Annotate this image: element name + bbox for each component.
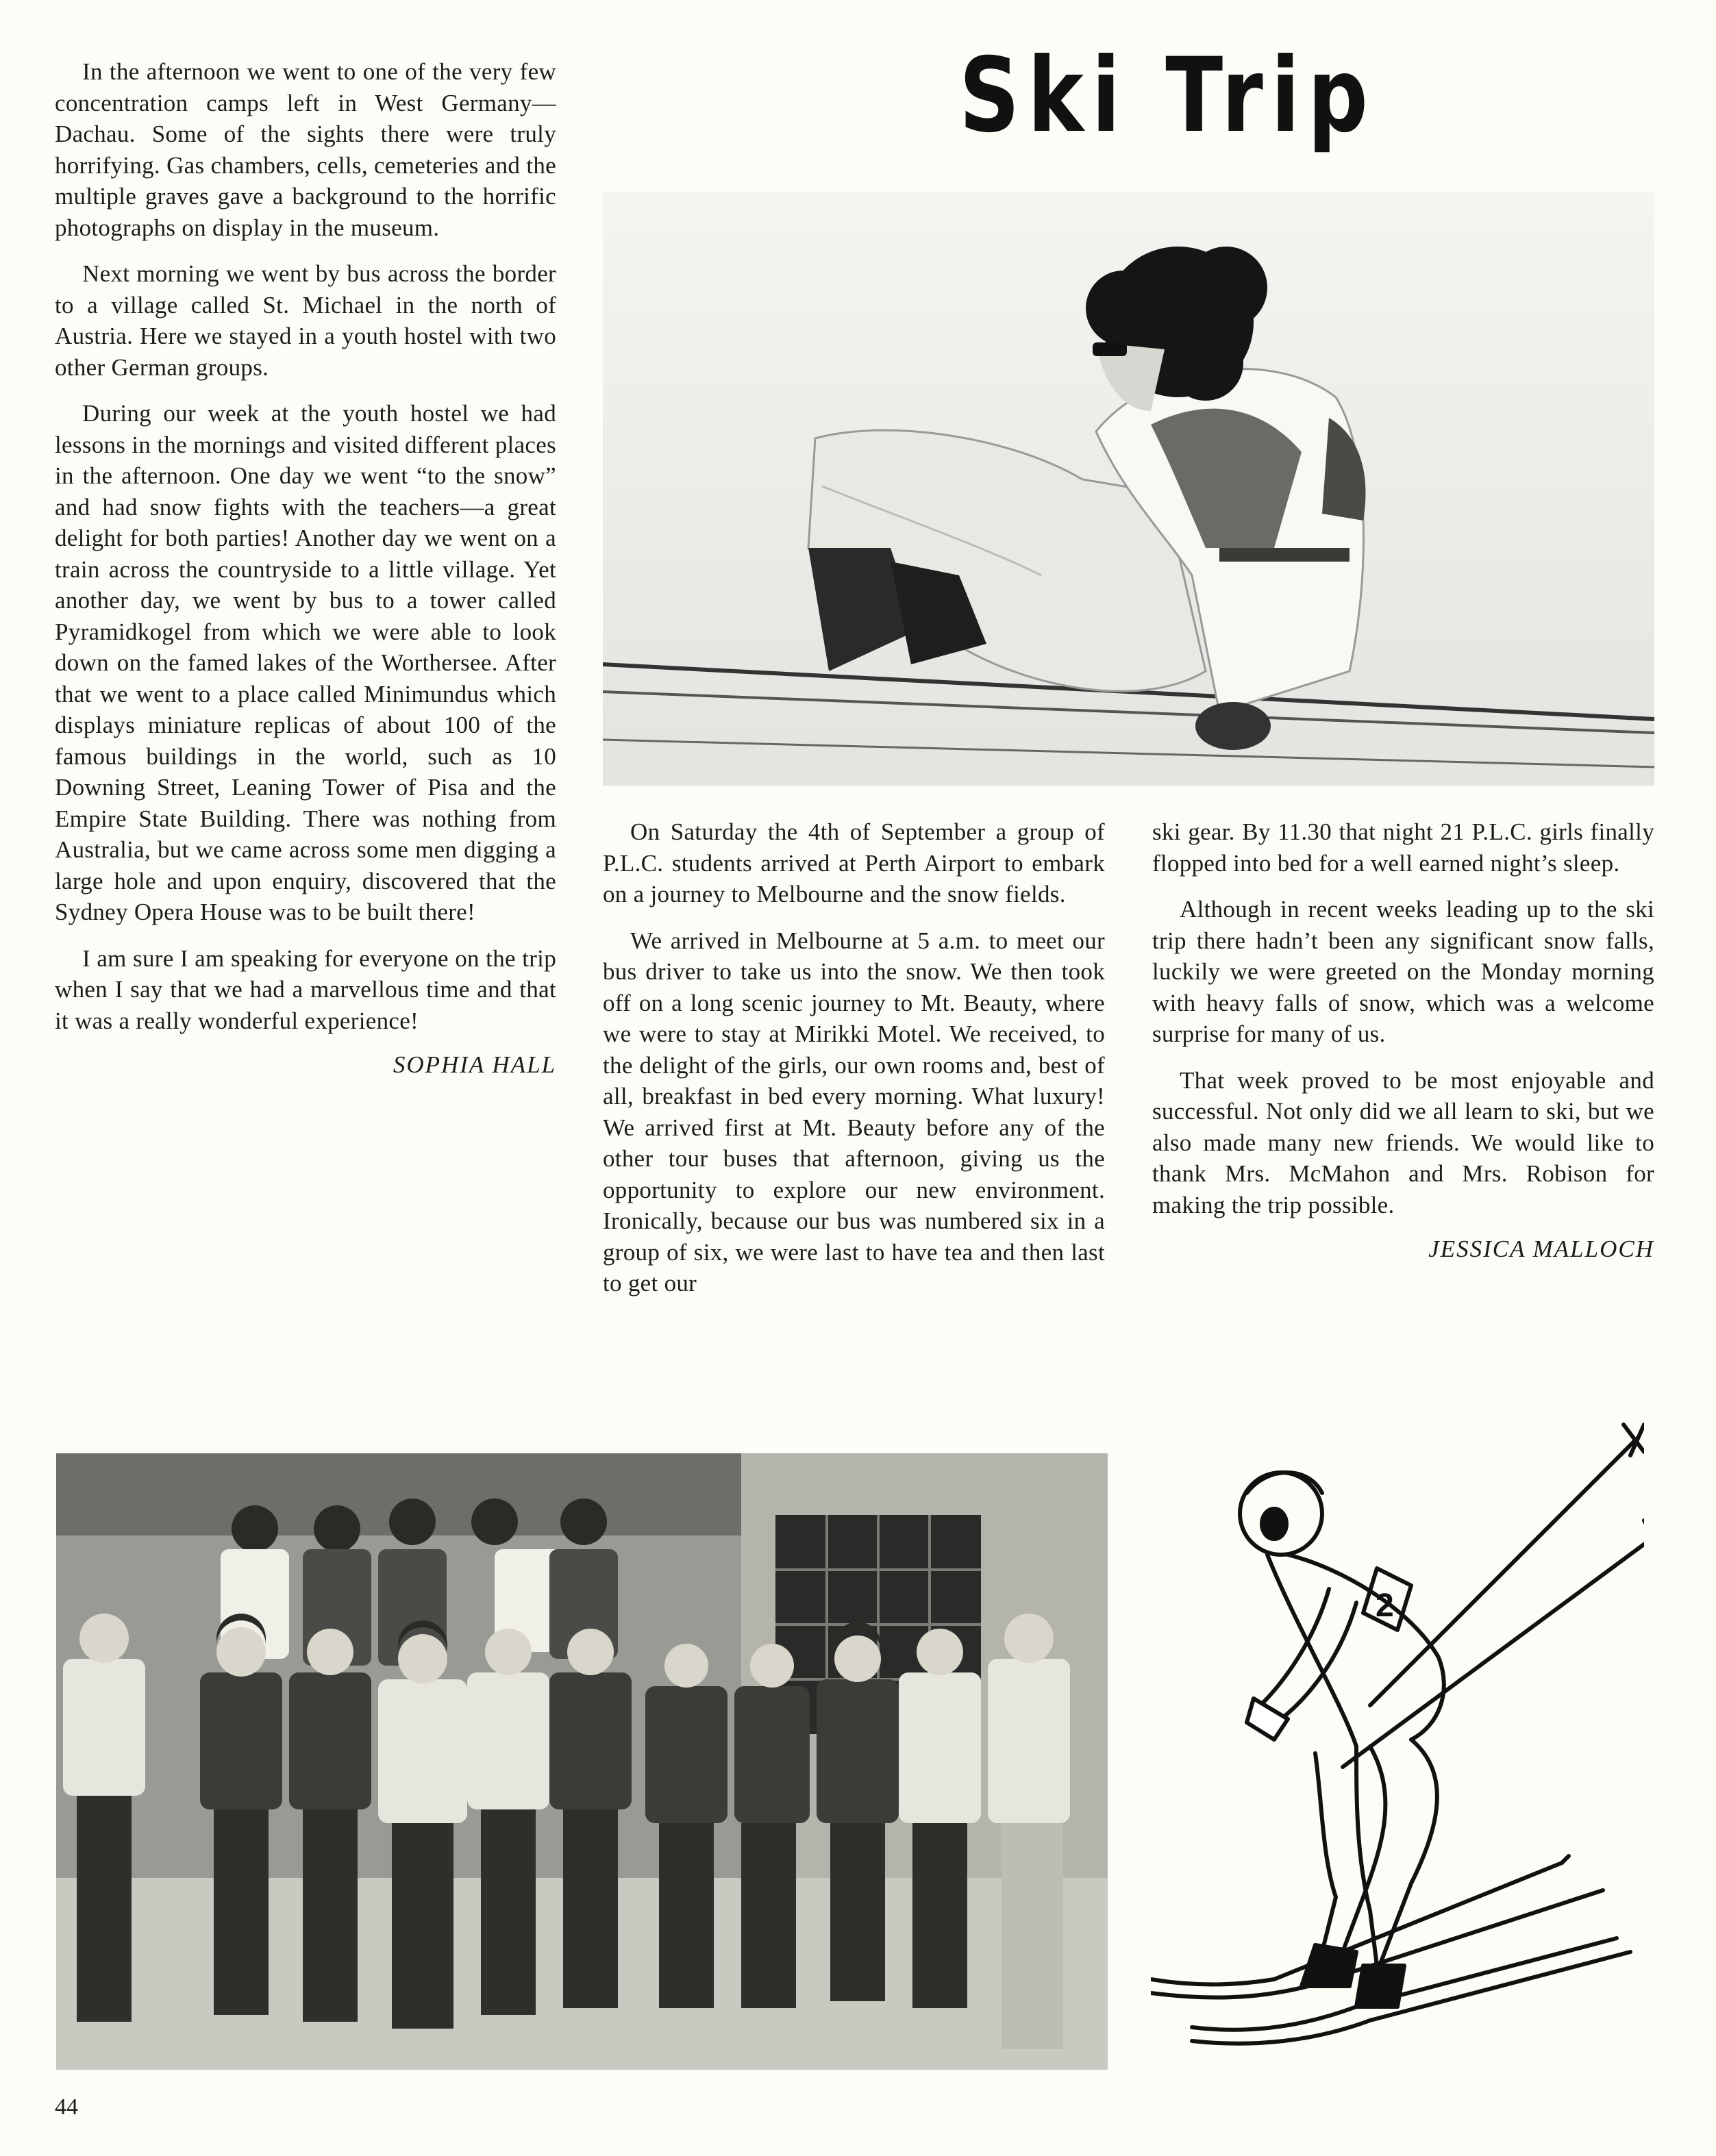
skier-line-drawing (1151, 1418, 1644, 2055)
ski-article-paragraph: We arrived in Melbourne at 5 a.m. to meet our bus driver to take us into the snow. We then took off on a long scenic journey to Mt. Beauty, where we were to stay at Mirikki Motel. We received, to the delight of the girls, our own rooms and, best of all, breakfast in bed every morning. What luxury! We arrived first at Mt. Beauty before any of the other tour buses that afternoon, giving us the opportunity to explore our new environment. Ironically, because our bus was numbered six in a group of six, we were last to have tea and then last to get our (603, 927, 1105, 1296)
svg-text:2: 2 (1376, 1588, 1394, 1624)
ski-article-column-1 (603, 816, 1105, 1314)
ski-article-paragraph: ski gear. By 11.30 that night 21 P.L.C. girls finally flopped into bed for a well earned night’s sleep. (1152, 818, 1654, 877)
left-article-paragraph: Next morning we went by bus across the border to a village called St. Michael in the north of Austria. Here we stayed in a youth hostel with two other German groups. (55, 260, 556, 381)
page-number: 44 (55, 2094, 78, 2120)
skier-photo-illustration (603, 192, 1654, 786)
ski-article-author: JESSICA MALLOCH (1428, 1236, 1654, 1262)
left-article-author: SOPHIA HALL (393, 1051, 556, 1078)
skier-photo (603, 192, 1654, 786)
left-article-paragraph: I am sure I am speaking for everyone on the trip when I say that we had a marvellous time and that it was a really wonderful experience! (55, 944, 556, 1034)
ski-article-paragraph: On Saturday the 4th of September a group of P.L.C. students arrived at Perth Airport to embark on a journey to Melbourne and the snow fields. (603, 818, 1105, 907)
ski-article-column-2 (1152, 816, 1654, 1263)
left-article-paragraph: In the afternoon we went to one of the very few concentration camps left in West Germany—Dachau. Some of the sights there were truly horrifying. Gas chambers, cells, cemeteries and the multiple graves gave a background to the horrific photographs on display in the museum. (55, 58, 556, 241)
skier-drawing-illustration (1151, 1418, 1644, 2055)
ski-article-paragraph: Although in recent weeks leading up to the ski trip there hadn’t been any significant snow falls, luckily we were greeted on the Monday morning with heavy falls of snow, which was a welcome surprise for many of us. (1152, 896, 1654, 1047)
left-article-paragraph: During our week at the youth hostel we had lessons in the mornings and visited different places in the afternoon. One day we went “to the snow” and had snow fights with the teachers—a great delight for both parties! Another day we went on a train across the countryside to a little village. Yet another day, we went by bus to a tower called Pyramidkogel from which we were able to look down on the famed lakes of the Worthersee. After that we went to a place called Minimundus which displays miniature replicas of about 100 of the famous buildings in the world, such as 10 Downing Street, Leaning Tower of Pisa and the Empire State Building. There was nothing from Australia, but we came across some men digging a large hole and upon enquiry, discovered that the Sydney Opera House was to be built there! (55, 400, 556, 925)
left-article (55, 56, 556, 1079)
group-photo (56, 1453, 1108, 2070)
group-photo-illustration (56, 1453, 1108, 2070)
page-title: Ski Trip (959, 36, 1376, 155)
ski-article-paragraph: That week proved to be most enjoyable and successful. Not only did we all learn to ski, but we also made many new friends. We would like to thank Mrs. McMahon and Mrs. Robison for making the trip possible. (1152, 1066, 1654, 1218)
